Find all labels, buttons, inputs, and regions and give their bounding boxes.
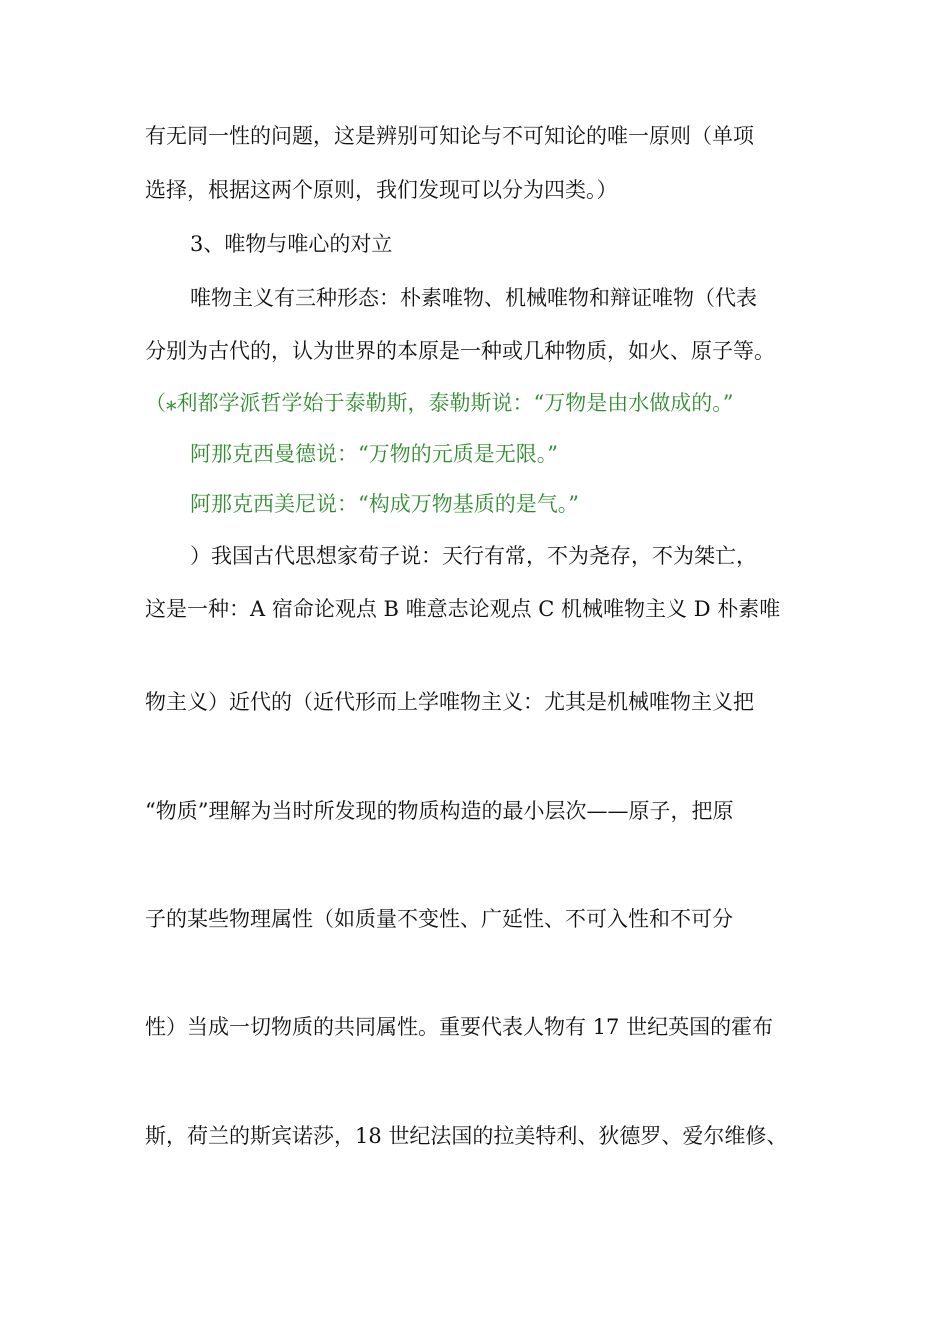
text-line: 斯，荷兰的斯宾诺莎，18 世纪法国的拉美特利、狄德罗、爱尔维修、 xyxy=(145,1124,788,1148)
text-line: 子的某些物理属性（如质量不变性、广延性、不可入性和不可分 xyxy=(145,907,733,931)
text-line: 这是一种：A 宿命论观点 B 唯意志论观点 C 机械唯物主义 D 朴素唯 xyxy=(145,597,781,621)
text-line: 性）当成一切物质的共同属性。重要代表人物有 17 世纪英国的霍布 xyxy=(145,1015,774,1039)
quote-line: 阿那克西美尼说：“构成万物基质的是气。” xyxy=(190,492,579,516)
text-line: “物质”理解为当时所发现的物质构造的最小层次——原子，把原 xyxy=(145,799,734,823)
text-line: 唯物主义有三种形态：朴素唯物、机械唯物和辩证唯物（代表 xyxy=(190,286,757,310)
text-line: 物主义）近代的（近代形而上学唯物主义：尤其是机械唯物主义把 xyxy=(145,690,754,714)
text-line: 选择，根据这两个原则，我们发现可以分为四类。） xyxy=(145,178,618,202)
quote-line: 阿那克西曼德说：“万物的元质是无限。” xyxy=(190,442,558,466)
text-line: 分别为古代的，认为世界的本原是一种或几种物质，如火、原子等。 xyxy=(145,339,775,363)
quote-line: （⁎利都学派哲学始于泰勒斯，泰勒斯说：“万物是由水做成的。” xyxy=(145,391,734,415)
section-heading: 3、唯物与唯心的对立 xyxy=(190,232,393,256)
text-line: ）我国古代思想家荀子说：天行有常，不为尧存，不为桀亡， xyxy=(190,544,757,568)
text-line: 有无同一性的问题，这是辨别可知论与不可知论的唯一原则（单项 xyxy=(145,124,754,148)
